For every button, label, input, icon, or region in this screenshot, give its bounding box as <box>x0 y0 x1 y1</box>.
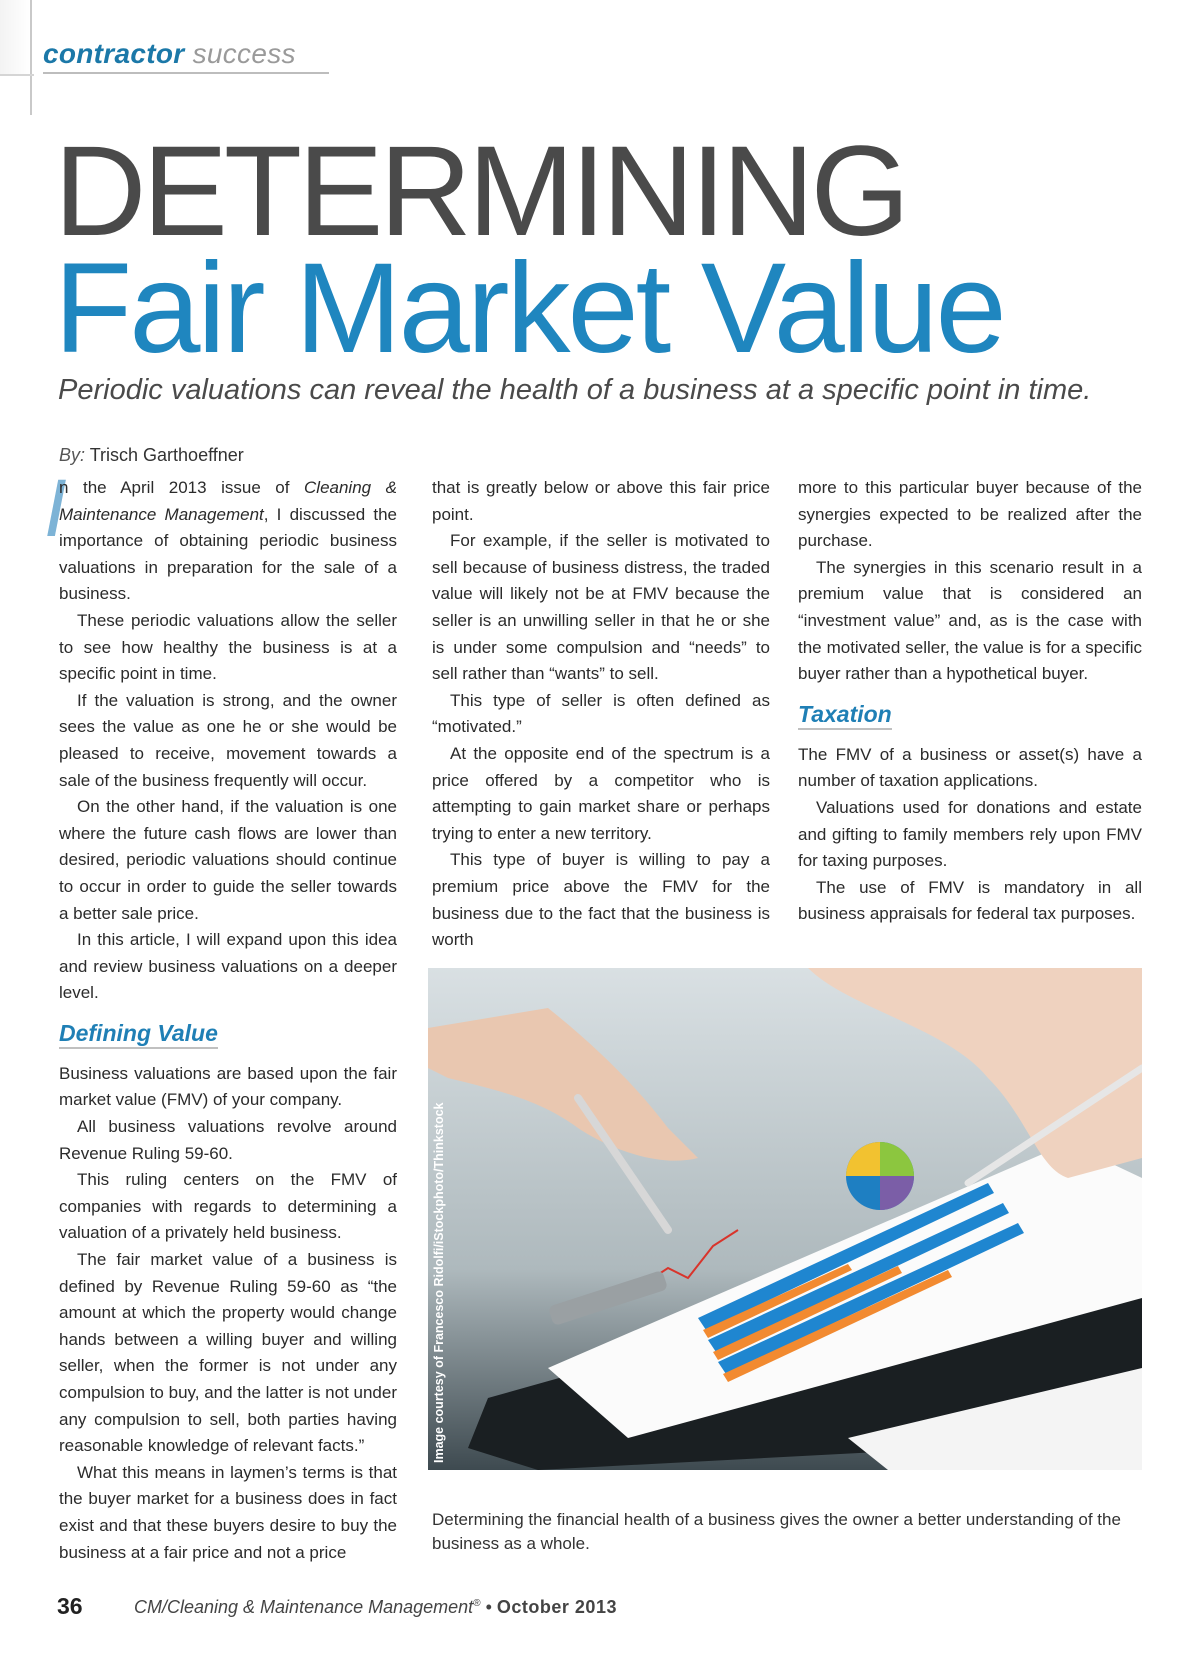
paragraph: If the valuation is strong, and the owner sees the value as one he or she would be pleased to receive, movement towards a sale of the business frequently will occur. <box>59 690 397 790</box>
paragraph: The use of FMV is mandatory in all business appraisals for federal tax purposes. <box>798 877 1142 924</box>
corner-rule-horizontal <box>0 74 34 76</box>
publication-name: Cleaning & Maintenance Management <box>59 478 397 524</box>
paragraph: On the other hand, if the valuation is one where the future cash flows are lower than desired, periodic valuations should continue to occur in order to guide the seller towards a better sale price. <box>59 797 397 923</box>
paragraph: At the opposite end of the spectrum is a price offered by a competitor who is attempting to gain market share or perhaps trying to enter a new territory. <box>432 743 770 843</box>
byline <box>59 445 244 466</box>
article-photo <box>428 968 1142 1470</box>
corner-rule-vertical <box>30 0 32 115</box>
footer-date: October 2013 <box>496 1597 617 1617</box>
photo-caption: Determining the financial health of a business gives the owner a better understanding of the business as a whole. <box>432 1510 1121 1553</box>
subhead-defining-value <box>59 1019 397 1047</box>
column-2 <box>432 475 770 954</box>
photo-illustration <box>428 968 1142 1470</box>
paragraph: This type of buyer is willing to pay a premium price above the FMV for the business due to the fact that the business is worth <box>432 850 770 950</box>
section-label-primary: contractor <box>43 38 185 69</box>
paragraph: Valuations used for donations and estate and gifting to family members rely upon FMV for taxing purposes. <box>798 797 1142 871</box>
footer-line <box>134 1597 617 1618</box>
text-run: , I discussed the importance of obtaining periodic business valuations in preparation for the sale of a business. <box>59 504 398 604</box>
paragraph: All business valuations revolve around Revenue Ruling 59-60. <box>59 1117 397 1163</box>
paragraph: What this means in laymen’s terms is that the buyer market for a business does in fact exist and that these buyers desire to buy the business at a fair price and not a price <box>59 1462 397 1562</box>
registered-mark: ® <box>473 1598 481 1609</box>
paragraph: more to this particular buyer because of the synergies expected to be realized after the purchase. <box>798 478 1142 551</box>
subhead-text: Taxation <box>798 701 892 730</box>
paragraph: that is greatly below or above this fair price point. <box>432 478 770 524</box>
paragraph: These periodic valuations allow the seller to see how healthy the business is at a specific point in time. <box>59 610 397 684</box>
author-name: Trisch Garthoeffner <box>89 445 244 465</box>
footer-separator: • <box>485 1597 492 1617</box>
section-label <box>43 38 296 70</box>
article-deck: Periodic valuations can reveal the health of a business at a specific point in time. <box>58 374 1092 406</box>
section-label-secondary: success <box>192 38 296 69</box>
subhead-taxation <box>798 700 1142 728</box>
paragraph: This type of seller is often defined as “motivated.” <box>432 690 770 737</box>
byline-prefix: By: <box>59 445 86 465</box>
subhead-text: Defining Value <box>59 1020 218 1049</box>
photo-credit <box>432 1441 832 1463</box>
paragraph: The fair market value of a business is defined by Revenue Ruling 59-60 as “the amount at which the property would change hands between a willing buyer and willing seller, when the former is not under any compulsion to buy, and the latter is not under any compulsion to sell, both parties having reasonable knowledge of relevant facts.” <box>59 1250 397 1456</box>
corner-decoration <box>0 0 30 74</box>
article-title-line2: Fair Market Value <box>54 237 1004 380</box>
footer-publication: CM/Cleaning & Maintenance Management <box>134 1597 474 1617</box>
paragraph <box>59 475 397 608</box>
paragraph: Business valuations are based upon the fair market value (FMV) of your company. <box>59 1063 397 1110</box>
paragraph: The FMV of a business or asset(s) have a number of taxation applications. <box>798 744 1142 791</box>
section-underline <box>43 72 329 74</box>
article-title-line1: DETERMINING <box>54 120 906 263</box>
column-1 <box>59 475 397 1566</box>
column-3 <box>798 475 1142 928</box>
paragraph: This ruling centers on the FMV of companies with regards to determining a valuation of a privately held business. <box>59 1170 397 1243</box>
paragraph: The synergies in this scenario result in a premium value that is considered an “investment value” and, as is the case with the motivated seller, the value is for a specific buyer rather than a hypothetical buyer. <box>798 557 1142 684</box>
text-run: n the April 2013 issue of <box>59 478 305 497</box>
paragraph: In this article, I will expand upon this idea and review business valuations on a deeper level. <box>59 930 397 1003</box>
drop-cap: I <box>44 463 67 554</box>
paragraph: For example, if the seller is motivated to sell because of business distress, the traded value will likely not be at FMV because the seller is an unwilling seller in that he or she is under some compulsion and “needs” to sell rather than “wants” to sell. <box>432 531 770 684</box>
page-number: 36 <box>57 1593 83 1619</box>
